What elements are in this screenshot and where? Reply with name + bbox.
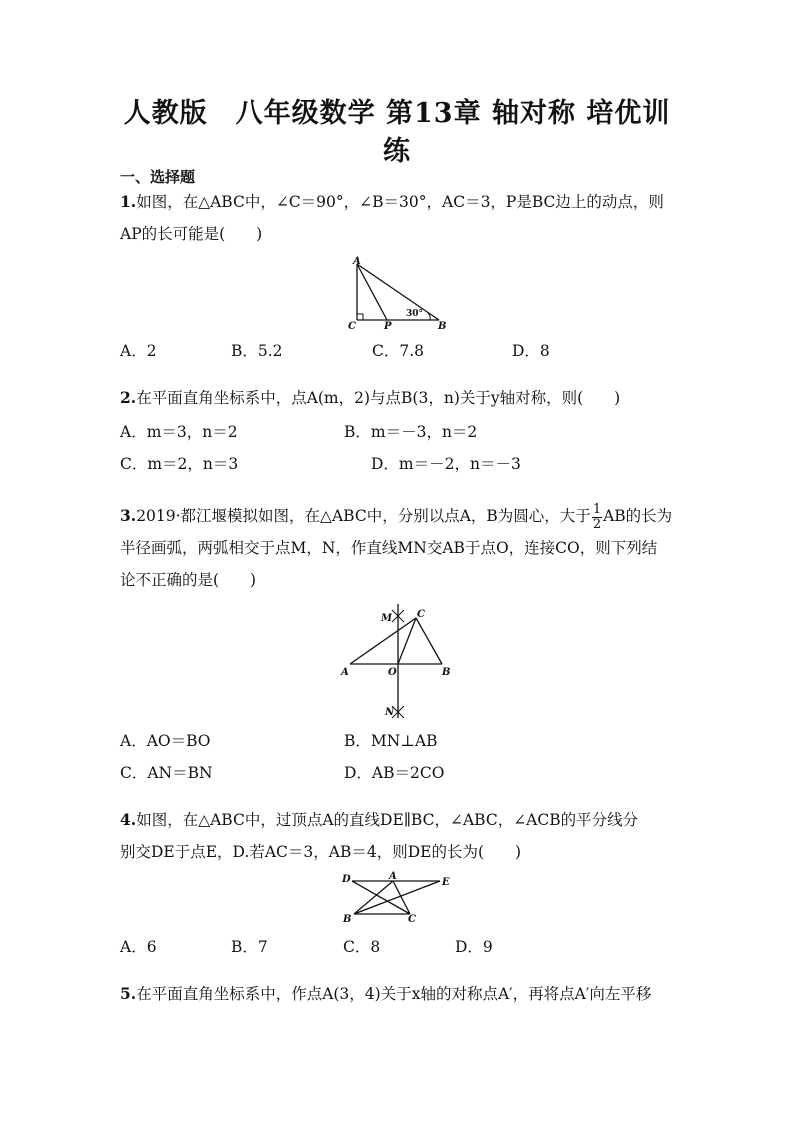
label-c: C: [408, 914, 416, 925]
segment-ac: [350, 618, 416, 664]
label-b: B: [438, 321, 447, 330]
question-text: AB的长为: [603, 507, 673, 525]
option-a: A．m＝3，n＝2: [120, 423, 238, 441]
label-a: A: [341, 667, 349, 678]
option-b: B．7: [231, 938, 268, 956]
label-e: E: [442, 877, 450, 888]
question-text: 半径画弧，两弧相交于点M，N，作直线MN交AB于点O，连接CO，则下列结: [120, 539, 658, 557]
label-c: C: [417, 609, 425, 620]
label-c: C: [348, 321, 356, 330]
question-5: [120, 978, 680, 1010]
question-4: [120, 804, 680, 868]
question-1: [120, 186, 680, 250]
fraction-one-half: [592, 503, 602, 532]
segment-cb: [416, 618, 442, 664]
segment-ap: [357, 264, 387, 320]
label-angle: 30°: [406, 309, 424, 319]
page-title-line2: 练: [383, 136, 411, 167]
question-number: 1.: [120, 192, 137, 211]
label-a: A: [389, 871, 397, 882]
option-a: A．2: [120, 342, 157, 360]
label-n: N: [385, 707, 395, 718]
option-b: B．MN⊥AB: [344, 732, 438, 750]
question-text: 论不正确的是( ): [120, 571, 257, 589]
question-2: [120, 382, 680, 414]
question-number: 4.: [120, 810, 137, 829]
page-title-line1: 人教版 八年级数学 第13章 轴对称 培优训: [123, 98, 671, 129]
question-number: 3.: [120, 506, 137, 525]
option-b: B．5.2: [231, 342, 283, 360]
label-o: O: [388, 667, 397, 678]
option-c: C．m＝2，n＝3: [120, 455, 239, 473]
option-d: D．m＝－2，n＝－3: [371, 455, 521, 473]
section-heading: 一、选择题: [120, 168, 196, 186]
option-d: D．8: [512, 342, 550, 360]
label-a: A: [353, 256, 361, 267]
question-text: 2019·都江堰模拟如图，在△ABC中，分别以点A，B为圆心，大于: [136, 507, 591, 525]
question-3: [120, 500, 680, 596]
label-b: B: [442, 667, 451, 678]
question-number: 2.: [120, 388, 137, 407]
option-c: C．7.8: [372, 342, 425, 360]
option-a: A．6: [120, 938, 157, 956]
option-d: D．AB＝2CO: [344, 764, 445, 782]
q4-triangle-figure: [338, 866, 458, 928]
label-m: M: [381, 613, 393, 624]
question-text: 在平面直角坐标系中，作点A(3，4)关于x轴的对称点A′，再将点A′向左平移: [136, 985, 652, 1003]
label-b: B: [343, 914, 352, 925]
option-b: B．m＝－3，n＝2: [344, 423, 478, 441]
option-c: C．AN＝BN: [120, 764, 213, 782]
question-text: 在平面直角坐标系中，点A(m，2)与点B(3，n)关于y轴对称，则( ): [136, 389, 621, 407]
fraction-denominator: 2: [592, 516, 602, 532]
question-text: 别交DE于点E，D.若AC＝3，AB＝4，则DE的长为( ): [120, 843, 522, 861]
option-d: D．9: [455, 938, 493, 956]
q1-triangle-figure: [344, 256, 454, 330]
question-text: 如图，在△ABC中，过顶点A的直线DE∥BC，∠ABC，∠ACB的平分线分: [136, 811, 639, 829]
question-text: AP的长可能是( ): [120, 225, 263, 243]
option-a: A．AO＝BO: [120, 732, 211, 750]
segment-ab: [357, 264, 439, 320]
segment-be: [354, 881, 440, 914]
option-c: C．8: [343, 938, 381, 956]
label-p: P: [384, 321, 392, 330]
right-angle-mark: [357, 314, 363, 320]
question-number: 5.: [120, 984, 137, 1003]
fraction-numerator: 1: [592, 501, 602, 517]
question-text: 如图，在△ABC中，∠C＝90°，∠B＝30°，AC＝3，P是BC边上的动点，则: [136, 193, 664, 211]
label-d: D: [342, 874, 351, 885]
q3-construction-figure: [336, 600, 466, 722]
